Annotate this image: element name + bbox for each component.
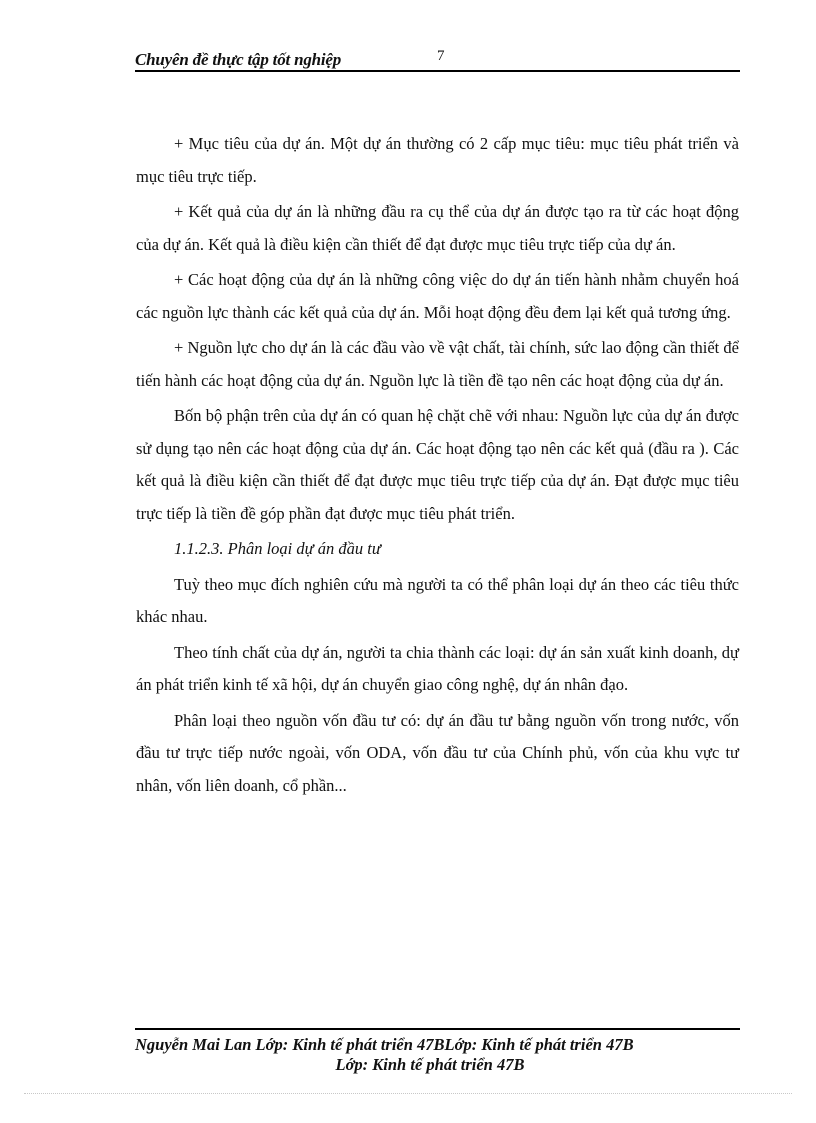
footer-class: Lớp: Kinh tế phát triển 47B [335, 1055, 525, 1074]
document-title: Chuyên đề thực tập tốt nghiệp [135, 50, 342, 69]
paragraph-classification-nature: Theo tính chất của dự án, người ta chia thành các loại: dự án sản xuất kinh doanh, dự án phát triển kinh tế xã hội, dự án chuyển giao công nghệ, dự án nhân đạo. [136, 642, 739, 694]
paragraph-relationship: Bốn bộ phận trên của dự án có quan hệ chặt chẽ với nhau: Nguồn lực của dự án được sử dụng tạo nên các hoạt động của dự án. Các hoạt động tạo nên các kết quả (đầu ra ). Các kết quả là điều kiện cần thiết để đạt được mục tiêu trực tiếp của dự án. Đạt được mục tiêu trực tiếp là tiền đề góp phần đạt được mục tiêu phát triển. [136, 406, 739, 523]
document-body [136, 128, 739, 805]
paragraph-activities: + Các hoạt động của dự án là những công việc do dự án tiến hành nhằm chuyển hoá các nguồn lực thành các kết quả của dự án. Mỗi hoạt động đều đem lại kết quả tương ứng. [136, 270, 739, 322]
paragraph-classification-intro: Tuỳ theo mục đích nghiên cứu mà người ta có thể phân loại dự án theo các tiêu thức khác nhau. [136, 574, 739, 626]
page-header [135, 48, 740, 72]
page-footer [135, 1028, 740, 1075]
footer-author-class: Nguyễn Mai Lan Lớp: Kinh tế phát triển 47BLớp: Kinh tế phát triển 47B [135, 1035, 634, 1054]
paragraph-classification-capital: Phân loại theo nguồn vốn đầu tư có: dự án đầu tư bằng nguồn vốn trong nước, vốn đầu tư trực tiếp nước ngoài, vốn ODA, vốn đầu tư của Chính phủ, vốn của khu vực tư nhân, vốn liên doanh, cổ phần... [136, 710, 739, 795]
page-bottom-edge [24, 1093, 792, 1094]
page-number: 7 [437, 48, 445, 64]
paragraph-resources: + Nguồn lực cho dự án là các đầu vào về vật chất, tài chính, sức lao động cần thiết để tiến hành các hoạt động của dự án. Nguồn lực là tiền đề tạo nên các hoạt động của dự án. [136, 338, 739, 390]
section-heading: 1.1.2.3. Phân loại dự án đầu tư [174, 539, 381, 558]
paragraph-objectives: + Mục tiêu của dự án. Một dự án thường có 2 cấp mục tiêu: mục tiêu phát triển và mục tiêu trực tiếp. [136, 134, 739, 186]
paragraph-results: + Kết quả của dự án là những đầu ra cụ thể của dự án được tạo ra từ các hoạt động của dự án. Kết quả là điều kiện cần thiết để đạt được mục tiêu trực tiếp của dự án. [136, 202, 739, 254]
